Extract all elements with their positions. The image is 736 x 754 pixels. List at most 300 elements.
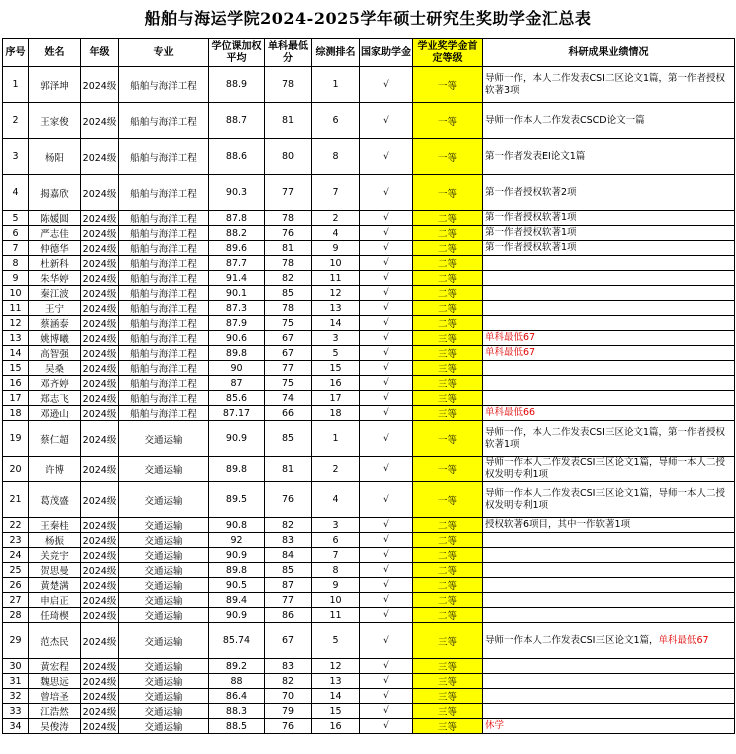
header-national-aid: 国家助学金	[360, 39, 413, 67]
cell-scholarship-level: 二等	[413, 578, 483, 593]
cell-min-score: 77	[265, 175, 312, 211]
cell-gpa: 88.5	[209, 719, 265, 734]
cell-achievements	[483, 593, 735, 608]
cell-scholarship-level: 一等	[413, 67, 483, 103]
cell-achievements	[483, 674, 735, 689]
table-row	[3, 256, 735, 271]
cell-min-score: 67	[265, 346, 312, 361]
table-row	[3, 518, 735, 533]
cell-gpa: 90.6	[209, 331, 265, 346]
cell-min-score: 83	[265, 533, 312, 548]
cell-min-score: 66	[265, 406, 312, 421]
cell-min-score: 84	[265, 548, 312, 563]
cell-national-aid: √	[360, 301, 413, 316]
cell-min-score: 81	[265, 103, 312, 139]
cell-rank: 4	[312, 482, 360, 518]
cell-name: 王宁	[29, 301, 81, 316]
cell-min-score: 85	[265, 421, 312, 457]
cell-rank: 15	[312, 704, 360, 719]
cell-scholarship-level: 三等	[413, 689, 483, 704]
achievement-text: 第一作者发表EI论文1篇	[485, 150, 586, 162]
table-row	[3, 139, 735, 175]
achievement-text: 单科最低67	[485, 332, 536, 343]
cell-no: 3	[3, 139, 29, 175]
cell-min-score: 82	[265, 518, 312, 533]
cell-national-aid: √	[360, 346, 413, 361]
cell-grade: 2024级	[81, 103, 119, 139]
cell-scholarship-level: 二等	[413, 301, 483, 316]
cell-name: 葛茂盛	[29, 482, 81, 518]
cell-scholarship-level: 二等	[413, 563, 483, 578]
cell-national-aid: √	[360, 361, 413, 376]
cell-major: 交通运输	[119, 704, 209, 719]
cell-achievements	[483, 689, 735, 704]
cell-min-score: 67	[265, 623, 312, 659]
cell-scholarship-level: 二等	[413, 593, 483, 608]
cell-rank: 2	[312, 211, 360, 226]
cell-achievements	[483, 719, 735, 734]
cell-no: 1	[3, 67, 29, 103]
cell-grade: 2024级	[81, 563, 119, 578]
cell-gpa: 90.8	[209, 518, 265, 533]
cell-major: 船舶与海洋工程	[119, 376, 209, 391]
cell-scholarship-level: 三等	[413, 406, 483, 421]
cell-gpa: 89.8	[209, 563, 265, 578]
achievement-text: 第一作者授权软著1项	[485, 227, 577, 238]
cell-grade: 2024级	[81, 361, 119, 376]
header-no: 序号	[3, 39, 29, 67]
cell-national-aid: √	[360, 578, 413, 593]
cell-name: 任琦楔	[29, 608, 81, 623]
cell-scholarship-level: 二等	[413, 211, 483, 226]
cell-name: 杜新科	[29, 256, 81, 271]
cell-national-aid: √	[360, 421, 413, 457]
cell-rank: 9	[312, 241, 360, 256]
cell-min-score: 86	[265, 608, 312, 623]
cell-grade: 2024级	[81, 593, 119, 608]
cell-rank: 15	[312, 361, 360, 376]
cell-name: 魏思远	[29, 674, 81, 689]
cell-major: 船舶与海洋工程	[119, 361, 209, 376]
cell-achievements	[483, 533, 735, 548]
table-row	[3, 533, 735, 548]
cell-no: 28	[3, 608, 29, 623]
cell-grade: 2024级	[81, 533, 119, 548]
cell-grade: 2024级	[81, 719, 119, 734]
table-row	[3, 241, 735, 256]
cell-rank: 3	[312, 331, 360, 346]
cell-national-aid: √	[360, 175, 413, 211]
cell-major: 船舶与海洋工程	[119, 406, 209, 421]
cell-no: 9	[3, 271, 29, 286]
cell-no: 22	[3, 518, 29, 533]
cell-no: 20	[3, 457, 29, 482]
cell-rank: 11	[312, 271, 360, 286]
cell-name: 王秦桂	[29, 518, 81, 533]
cell-achievements	[483, 457, 735, 482]
header-scholarship-level: 学业奖学金首定等级	[413, 39, 483, 67]
cell-name: 关竞宇	[29, 548, 81, 563]
cell-achievements	[483, 316, 735, 331]
cell-min-score: 85	[265, 286, 312, 301]
cell-major: 船舶与海洋工程	[119, 211, 209, 226]
achievement-text: 第一作者授权软著1项	[485, 242, 577, 253]
cell-national-aid: √	[360, 331, 413, 346]
cell-rank: 12	[312, 659, 360, 674]
cell-no: 32	[3, 689, 29, 704]
cell-name: 揭嘉欣	[29, 175, 81, 211]
cell-gpa: 88.7	[209, 103, 265, 139]
cell-rank: 6	[312, 103, 360, 139]
cell-rank: 1	[312, 421, 360, 457]
table-row	[3, 578, 735, 593]
cell-no: 30	[3, 659, 29, 674]
cell-major: 船舶与海洋工程	[119, 139, 209, 175]
cell-min-score: 77	[265, 593, 312, 608]
cell-national-aid: √	[360, 211, 413, 226]
cell-rank: 2	[312, 457, 360, 482]
cell-major: 交通运输	[119, 608, 209, 623]
cell-major: 交通运输	[119, 719, 209, 734]
cell-major: 船舶与海洋工程	[119, 331, 209, 346]
cell-scholarship-level: 二等	[413, 608, 483, 623]
cell-no: 5	[3, 211, 29, 226]
achievement-text: 授权软著6项目，其中一作软著1项	[485, 519, 631, 530]
cell-rank: 10	[312, 593, 360, 608]
cell-name: 曾培圣	[29, 689, 81, 704]
cell-gpa: 87.9	[209, 316, 265, 331]
cell-name: 范杰民	[29, 623, 81, 659]
cell-major: 船舶与海洋工程	[119, 241, 209, 256]
cell-rank: 1	[312, 67, 360, 103]
table-row	[3, 623, 735, 659]
cell-rank: 3	[312, 518, 360, 533]
cell-national-aid: √	[360, 482, 413, 518]
cell-gpa: 90.3	[209, 175, 265, 211]
cell-min-score: 75	[265, 316, 312, 331]
table-row	[3, 482, 735, 518]
cell-rank: 12	[312, 286, 360, 301]
table-row	[3, 331, 735, 346]
cell-no: 14	[3, 346, 29, 361]
cell-gpa: 91.4	[209, 271, 265, 286]
cell-scholarship-level: 三等	[413, 704, 483, 719]
cell-major: 船舶与海洋工程	[119, 271, 209, 286]
cell-rank: 11	[312, 608, 360, 623]
cell-name: 黄宏程	[29, 659, 81, 674]
cell-rank: 14	[312, 316, 360, 331]
cell-rank: 14	[312, 689, 360, 704]
cell-major: 交通运输	[119, 421, 209, 457]
cell-gpa: 87	[209, 376, 265, 391]
cell-achievements	[483, 518, 735, 533]
cell-major: 交通运输	[119, 563, 209, 578]
cell-achievements	[483, 103, 735, 139]
cell-rank: 13	[312, 301, 360, 316]
table-row	[3, 674, 735, 689]
cell-min-score: 78	[265, 67, 312, 103]
table-row	[3, 593, 735, 608]
cell-achievements	[483, 256, 735, 271]
cell-grade: 2024级	[81, 301, 119, 316]
cell-grade: 2024级	[81, 406, 119, 421]
cell-rank: 5	[312, 623, 360, 659]
cell-achievements	[483, 67, 735, 103]
cell-min-score: 76	[265, 482, 312, 518]
cell-major: 交通运输	[119, 548, 209, 563]
cell-min-score: 81	[265, 457, 312, 482]
cell-name: 邓逊山	[29, 406, 81, 421]
header-grade: 年级	[81, 39, 119, 67]
cell-no: 6	[3, 226, 29, 241]
cell-gpa: 87.3	[209, 301, 265, 316]
cell-achievements	[483, 241, 735, 256]
cell-achievements	[483, 548, 735, 563]
table-row	[3, 226, 735, 241]
cell-rank: 16	[312, 719, 360, 734]
table-row	[3, 316, 735, 331]
header-major: 专业	[119, 39, 209, 67]
cell-name: 许博	[29, 457, 81, 482]
achievement-text: 导师一作本人二作发表CSI三区论文1篇，	[485, 634, 659, 646]
cell-min-score: 70	[265, 689, 312, 704]
achievement-text: 导师一作本人二作发表CSCD论文一篇	[485, 114, 645, 126]
cell-gpa: 90.9	[209, 421, 265, 457]
cell-gpa: 89.4	[209, 593, 265, 608]
cell-scholarship-level: 一等	[413, 457, 483, 482]
cell-min-score: 81	[265, 241, 312, 256]
cell-no: 12	[3, 316, 29, 331]
cell-grade: 2024级	[81, 421, 119, 457]
cell-scholarship-level: 三等	[413, 331, 483, 346]
table-row	[3, 211, 735, 226]
table-row	[3, 286, 735, 301]
cell-national-aid: √	[360, 271, 413, 286]
cell-grade: 2024级	[81, 674, 119, 689]
cell-grade: 2024级	[81, 211, 119, 226]
cell-name: 杨阳	[29, 139, 81, 175]
cell-name: 郭泽坤	[29, 67, 81, 103]
cell-no: 25	[3, 563, 29, 578]
cell-no: 2	[3, 103, 29, 139]
cell-national-aid: √	[360, 719, 413, 734]
cell-name: 邓齐婷	[29, 376, 81, 391]
cell-national-aid: √	[360, 391, 413, 406]
cell-scholarship-level: 二等	[413, 316, 483, 331]
cell-achievements	[483, 175, 735, 211]
achievement-text: 休学	[485, 720, 505, 731]
table-row	[3, 704, 735, 719]
cell-grade: 2024级	[81, 256, 119, 271]
cell-name: 高智强	[29, 346, 81, 361]
cell-name: 蔡仁超	[29, 421, 81, 457]
cell-gpa: 88.6	[209, 139, 265, 175]
cell-grade: 2024级	[81, 241, 119, 256]
achievement-text: 单科最低67	[485, 347, 536, 358]
cell-rank: 8	[312, 563, 360, 578]
cell-rank: 17	[312, 391, 360, 406]
cell-national-aid: √	[360, 226, 413, 241]
header-gpa: 学位课加权平均	[209, 39, 265, 67]
cell-no: 19	[3, 421, 29, 457]
cell-scholarship-level: 二等	[413, 226, 483, 241]
cell-name: 姚博曦	[29, 331, 81, 346]
cell-no: 11	[3, 301, 29, 316]
cell-national-aid: √	[360, 689, 413, 704]
cell-name: 黄楚满	[29, 578, 81, 593]
cell-scholarship-level: 二等	[413, 286, 483, 301]
cell-national-aid: √	[360, 139, 413, 175]
cell-national-aid: √	[360, 593, 413, 608]
header-rank: 综测排名	[312, 39, 360, 67]
cell-achievements	[483, 346, 735, 361]
cell-no: 10	[3, 286, 29, 301]
cell-major: 交通运输	[119, 482, 209, 518]
cell-min-score: 82	[265, 674, 312, 689]
cell-grade: 2024级	[81, 457, 119, 482]
cell-achievements	[483, 301, 735, 316]
cell-national-aid: √	[360, 406, 413, 421]
cell-name: 吴俊涛	[29, 719, 81, 734]
cell-name: 蔡涵泰	[29, 316, 81, 331]
cell-name: 王家俊	[29, 103, 81, 139]
cell-rank: 5	[312, 346, 360, 361]
header-min-score: 单科最低分	[265, 39, 312, 67]
cell-no: 23	[3, 533, 29, 548]
cell-achievements	[483, 704, 735, 719]
cell-grade: 2024级	[81, 518, 119, 533]
table-title: 船舶与海运学院2024-2025学年硕士研究生奖助学金汇总表	[144, 9, 592, 28]
cell-no: 34	[3, 719, 29, 734]
cell-min-score: 82	[265, 271, 312, 286]
table-row	[3, 301, 735, 316]
cell-scholarship-level: 一等	[413, 421, 483, 457]
cell-achievements	[483, 376, 735, 391]
header-row	[3, 39, 735, 67]
cell-major: 船舶与海洋工程	[119, 226, 209, 241]
cell-scholarship-level: 三等	[413, 719, 483, 734]
header-name: 姓名	[29, 39, 81, 67]
table-row	[3, 376, 735, 391]
cell-major: 交通运输	[119, 578, 209, 593]
cell-national-aid: √	[360, 286, 413, 301]
cell-name: 贺思曼	[29, 563, 81, 578]
cell-no: 7	[3, 241, 29, 256]
cell-achievements	[483, 286, 735, 301]
cell-national-aid: √	[360, 457, 413, 482]
achievement-text: 导师一作本人二作发表CSI三区论文1篇，导师一本人二授权发明专利1项	[485, 457, 726, 480]
cell-major: 交通运输	[119, 457, 209, 482]
cell-national-aid: √	[360, 241, 413, 256]
cell-scholarship-level: 三等	[413, 659, 483, 674]
cell-grade: 2024级	[81, 689, 119, 704]
cell-achievements	[483, 563, 735, 578]
cell-gpa: 85.74	[209, 623, 265, 659]
cell-major: 交通运输	[119, 518, 209, 533]
cell-scholarship-level: 一等	[413, 482, 483, 518]
cell-min-score: 78	[265, 256, 312, 271]
cell-national-aid: √	[360, 659, 413, 674]
cell-grade: 2024级	[81, 578, 119, 593]
cell-grade: 2024级	[81, 608, 119, 623]
table-row	[3, 175, 735, 211]
cell-national-aid: √	[360, 608, 413, 623]
cell-rank: 6	[312, 533, 360, 548]
cell-major: 交通运输	[119, 533, 209, 548]
cell-major: 船舶与海洋工程	[119, 301, 209, 316]
cell-rank: 7	[312, 175, 360, 211]
cell-rank: 8	[312, 139, 360, 175]
cell-no: 13	[3, 331, 29, 346]
table-row	[3, 391, 735, 406]
cell-name: 申启正	[29, 593, 81, 608]
cell-scholarship-level: 三等	[413, 623, 483, 659]
table-row	[3, 406, 735, 421]
header-achievements: 科研成果业绩情况	[483, 39, 735, 67]
table-row	[3, 548, 735, 563]
cell-national-aid: √	[360, 103, 413, 139]
cell-grade: 2024级	[81, 376, 119, 391]
cell-min-score: 80	[265, 139, 312, 175]
cell-grade: 2024级	[81, 346, 119, 361]
cell-major: 船舶与海洋工程	[119, 256, 209, 271]
cell-rank: 13	[312, 674, 360, 689]
table-row	[3, 689, 735, 704]
cell-gpa: 88	[209, 674, 265, 689]
cell-min-score: 79	[265, 704, 312, 719]
cell-no: 17	[3, 391, 29, 406]
achievement-text: 单科最低66	[485, 407, 536, 418]
cell-scholarship-level: 二等	[413, 533, 483, 548]
achievement-text: 第一作者授权软著1项	[485, 212, 577, 223]
cell-gpa: 92	[209, 533, 265, 548]
cell-grade: 2024级	[81, 482, 119, 518]
cell-major: 交通运输	[119, 593, 209, 608]
cell-achievements	[483, 608, 735, 623]
cell-grade: 2024级	[81, 391, 119, 406]
table-row	[3, 563, 735, 578]
cell-achievements	[483, 482, 735, 518]
cell-national-aid: √	[360, 256, 413, 271]
achievement-text: 导师一作，本人二作发表CSI二区论文1篇，第一作者授权软著3项	[485, 72, 726, 96]
cell-scholarship-level: 二等	[413, 256, 483, 271]
cell-grade: 2024级	[81, 704, 119, 719]
cell-name: 吴桑	[29, 361, 81, 376]
cell-grade: 2024级	[81, 226, 119, 241]
table-row	[3, 421, 735, 457]
table-row	[3, 67, 735, 103]
cell-name: 陈媛圆	[29, 211, 81, 226]
cell-achievements	[483, 421, 735, 457]
cell-rank: 4	[312, 226, 360, 241]
cell-name: 朱华婷	[29, 271, 81, 286]
cell-gpa: 85.6	[209, 391, 265, 406]
cell-name: 秦江波	[29, 286, 81, 301]
cell-gpa: 88.2	[209, 226, 265, 241]
cell-grade: 2024级	[81, 659, 119, 674]
cell-gpa: 90.9	[209, 608, 265, 623]
cell-gpa: 86.4	[209, 689, 265, 704]
cell-grade: 2024级	[81, 67, 119, 103]
cell-gpa: 89.8	[209, 457, 265, 482]
cell-gpa: 89.6	[209, 241, 265, 256]
cell-no: 29	[3, 623, 29, 659]
cell-scholarship-level: 二等	[413, 271, 483, 286]
achievement-text: 导师一作本人二作发表CSI三区论文1篇，导师一本人二授权发明专利1项	[485, 487, 726, 511]
table-row	[3, 719, 735, 734]
cell-min-score: 76	[265, 719, 312, 734]
cell-min-score: 75	[265, 376, 312, 391]
